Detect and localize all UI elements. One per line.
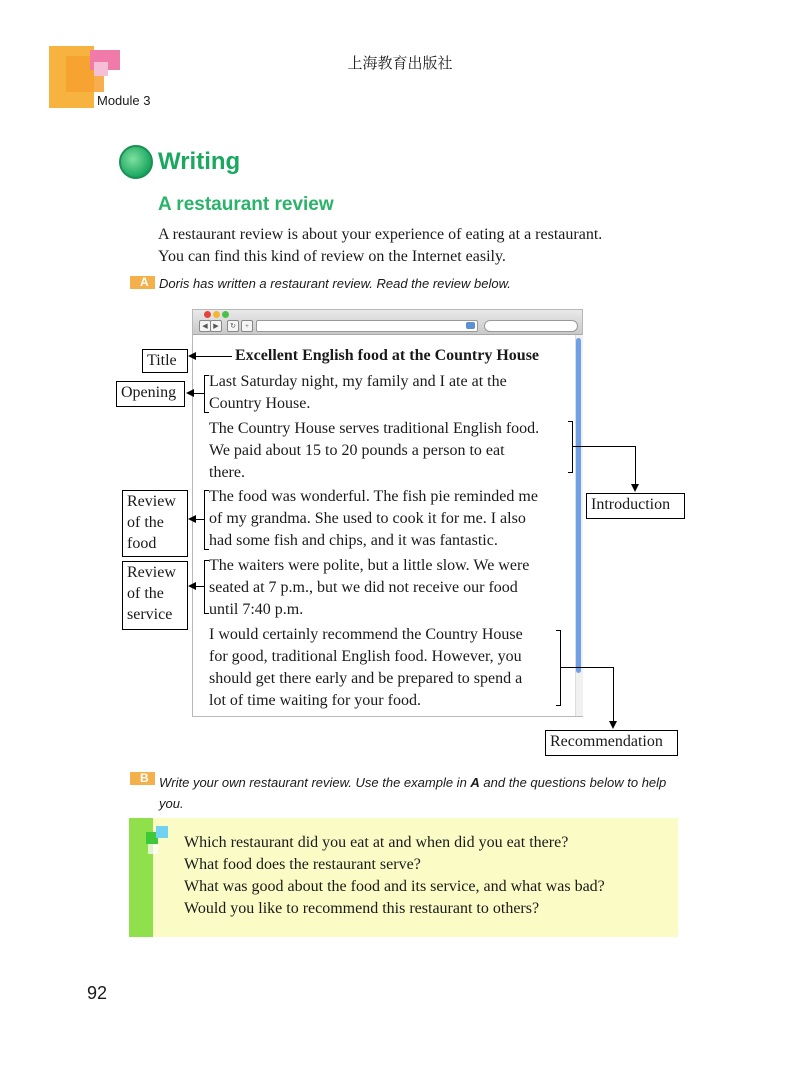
review-line: lot of time waiting for your food.	[209, 692, 421, 709]
part-b-instruction	[159, 772, 689, 814]
instruction-text: Write your own restaurant review. Use the example in	[159, 775, 471, 790]
label-line: service	[127, 606, 173, 623]
section-subtitle: A restaurant review	[158, 194, 334, 215]
label-line: of the	[127, 585, 164, 602]
module-label: Module 3	[97, 93, 151, 108]
review-title: Excellent English food at the Country House	[235, 347, 540, 364]
arrow-down-icon	[609, 721, 617, 729]
review-line: there.	[209, 464, 245, 481]
review-line: I would certainly recommend the Country House	[209, 626, 523, 643]
label-line: Review	[127, 564, 176, 581]
review-line: We paid about 15 to 20 pounds a person to eat	[209, 442, 505, 459]
recommendation-connector	[613, 667, 614, 721]
section-title: Writing	[158, 148, 241, 175]
bracket-food	[204, 490, 209, 550]
review-line: Last Saturday night, my family and I ate at the	[209, 373, 507, 390]
back-arrow-icon: ◀	[199, 320, 211, 332]
review-line: The Country House serves traditional English food.	[209, 420, 540, 437]
reload-icon: ↻	[227, 320, 239, 332]
part-a-tag: A	[130, 276, 155, 289]
review-paragraph-service	[209, 555, 577, 621]
review-line: until 7:40 p.m.	[209, 601, 304, 618]
title-connector	[196, 356, 232, 357]
part-a-instruction: Doris has written a restaurant review. Read the review below.	[159, 276, 511, 291]
introduction-connector	[635, 446, 636, 484]
forward-arrow-icon: ▶	[210, 320, 222, 332]
label-introduction: Introduction	[586, 493, 685, 519]
intro-line: A restaurant review is about your experience of eating at a restaurant.	[158, 226, 603, 243]
search-bar	[484, 320, 578, 332]
arrow-down-icon	[631, 484, 639, 492]
instruction-reference: A	[470, 775, 480, 790]
label-line: food	[127, 535, 157, 552]
bracket-opening	[204, 375, 209, 413]
label-recommendation: Recommendation	[545, 730, 678, 756]
review-line: of my grandma. She used to cook it for me. I also	[209, 510, 526, 527]
section-intro	[158, 224, 678, 268]
address-bar	[256, 320, 478, 332]
review-line: for good, traditional English food. However, you	[209, 648, 522, 665]
arrow-left-icon	[186, 389, 194, 397]
decoration-square	[156, 826, 168, 838]
minimize-dot-icon	[213, 311, 220, 318]
bracket-service	[204, 560, 209, 614]
label-review-food	[122, 490, 188, 557]
label-line: of the	[127, 514, 164, 531]
review-paragraph-opening	[209, 371, 577, 415]
label-line: Review	[127, 493, 176, 510]
add-icon: +	[241, 320, 253, 332]
zoom-dot-icon	[222, 311, 229, 318]
review-line: should get there early and be prepared to spend a	[209, 670, 523, 687]
publisher-name: 上海教育出版社	[347, 54, 453, 72]
review-line: Country House.	[209, 395, 311, 412]
writing-compass-icon	[119, 145, 153, 179]
page-number: 92	[87, 983, 108, 1003]
instruction-text: and the questions below to help you.	[159, 775, 667, 811]
bracket-introduction	[568, 421, 573, 473]
label-opening: Opening	[116, 381, 185, 407]
recommendation-connector	[561, 667, 613, 668]
intro-line: You can find this kind of review on the Internet easily.	[158, 248, 506, 265]
label-review-service	[122, 561, 188, 630]
review-paragraph-introduction	[209, 418, 577, 484]
questions-list	[184, 832, 605, 920]
rss-icon	[466, 322, 475, 329]
arrow-left-icon	[188, 515, 196, 523]
arrow-left-icon	[188, 582, 196, 590]
part-b-tag: B	[130, 772, 155, 785]
label-title: Title	[142, 349, 188, 373]
review-line: The food was wonderful. The fish pie reminded me	[209, 488, 538, 505]
introduction-connector	[573, 446, 635, 447]
bracket-recommendation	[556, 630, 561, 706]
review-paragraph-recommendation	[209, 624, 577, 712]
question-item: Would you like to recommend this restaurant to others?	[184, 900, 540, 917]
food-connector	[196, 519, 204, 520]
question-item: Which restaurant did you eat at and when did you eat there?	[184, 834, 569, 851]
review-line: seated at 7 p.m., but we did not receive our food	[209, 579, 518, 596]
review-line: had some fish and chips, and it was fantastic.	[209, 532, 498, 549]
opening-connector	[194, 393, 204, 394]
question-item: What food does the restaurant serve?	[184, 856, 421, 873]
close-dot-icon	[204, 311, 211, 318]
decoration-square	[148, 844, 158, 854]
review-line: The waiters were polite, but a little slow. We were	[209, 557, 530, 574]
question-item: What was good about the food and its service, and what was bad?	[184, 878, 605, 895]
review-paragraph-food	[209, 486, 577, 552]
service-connector	[196, 586, 204, 587]
arrow-left-icon	[188, 352, 196, 360]
